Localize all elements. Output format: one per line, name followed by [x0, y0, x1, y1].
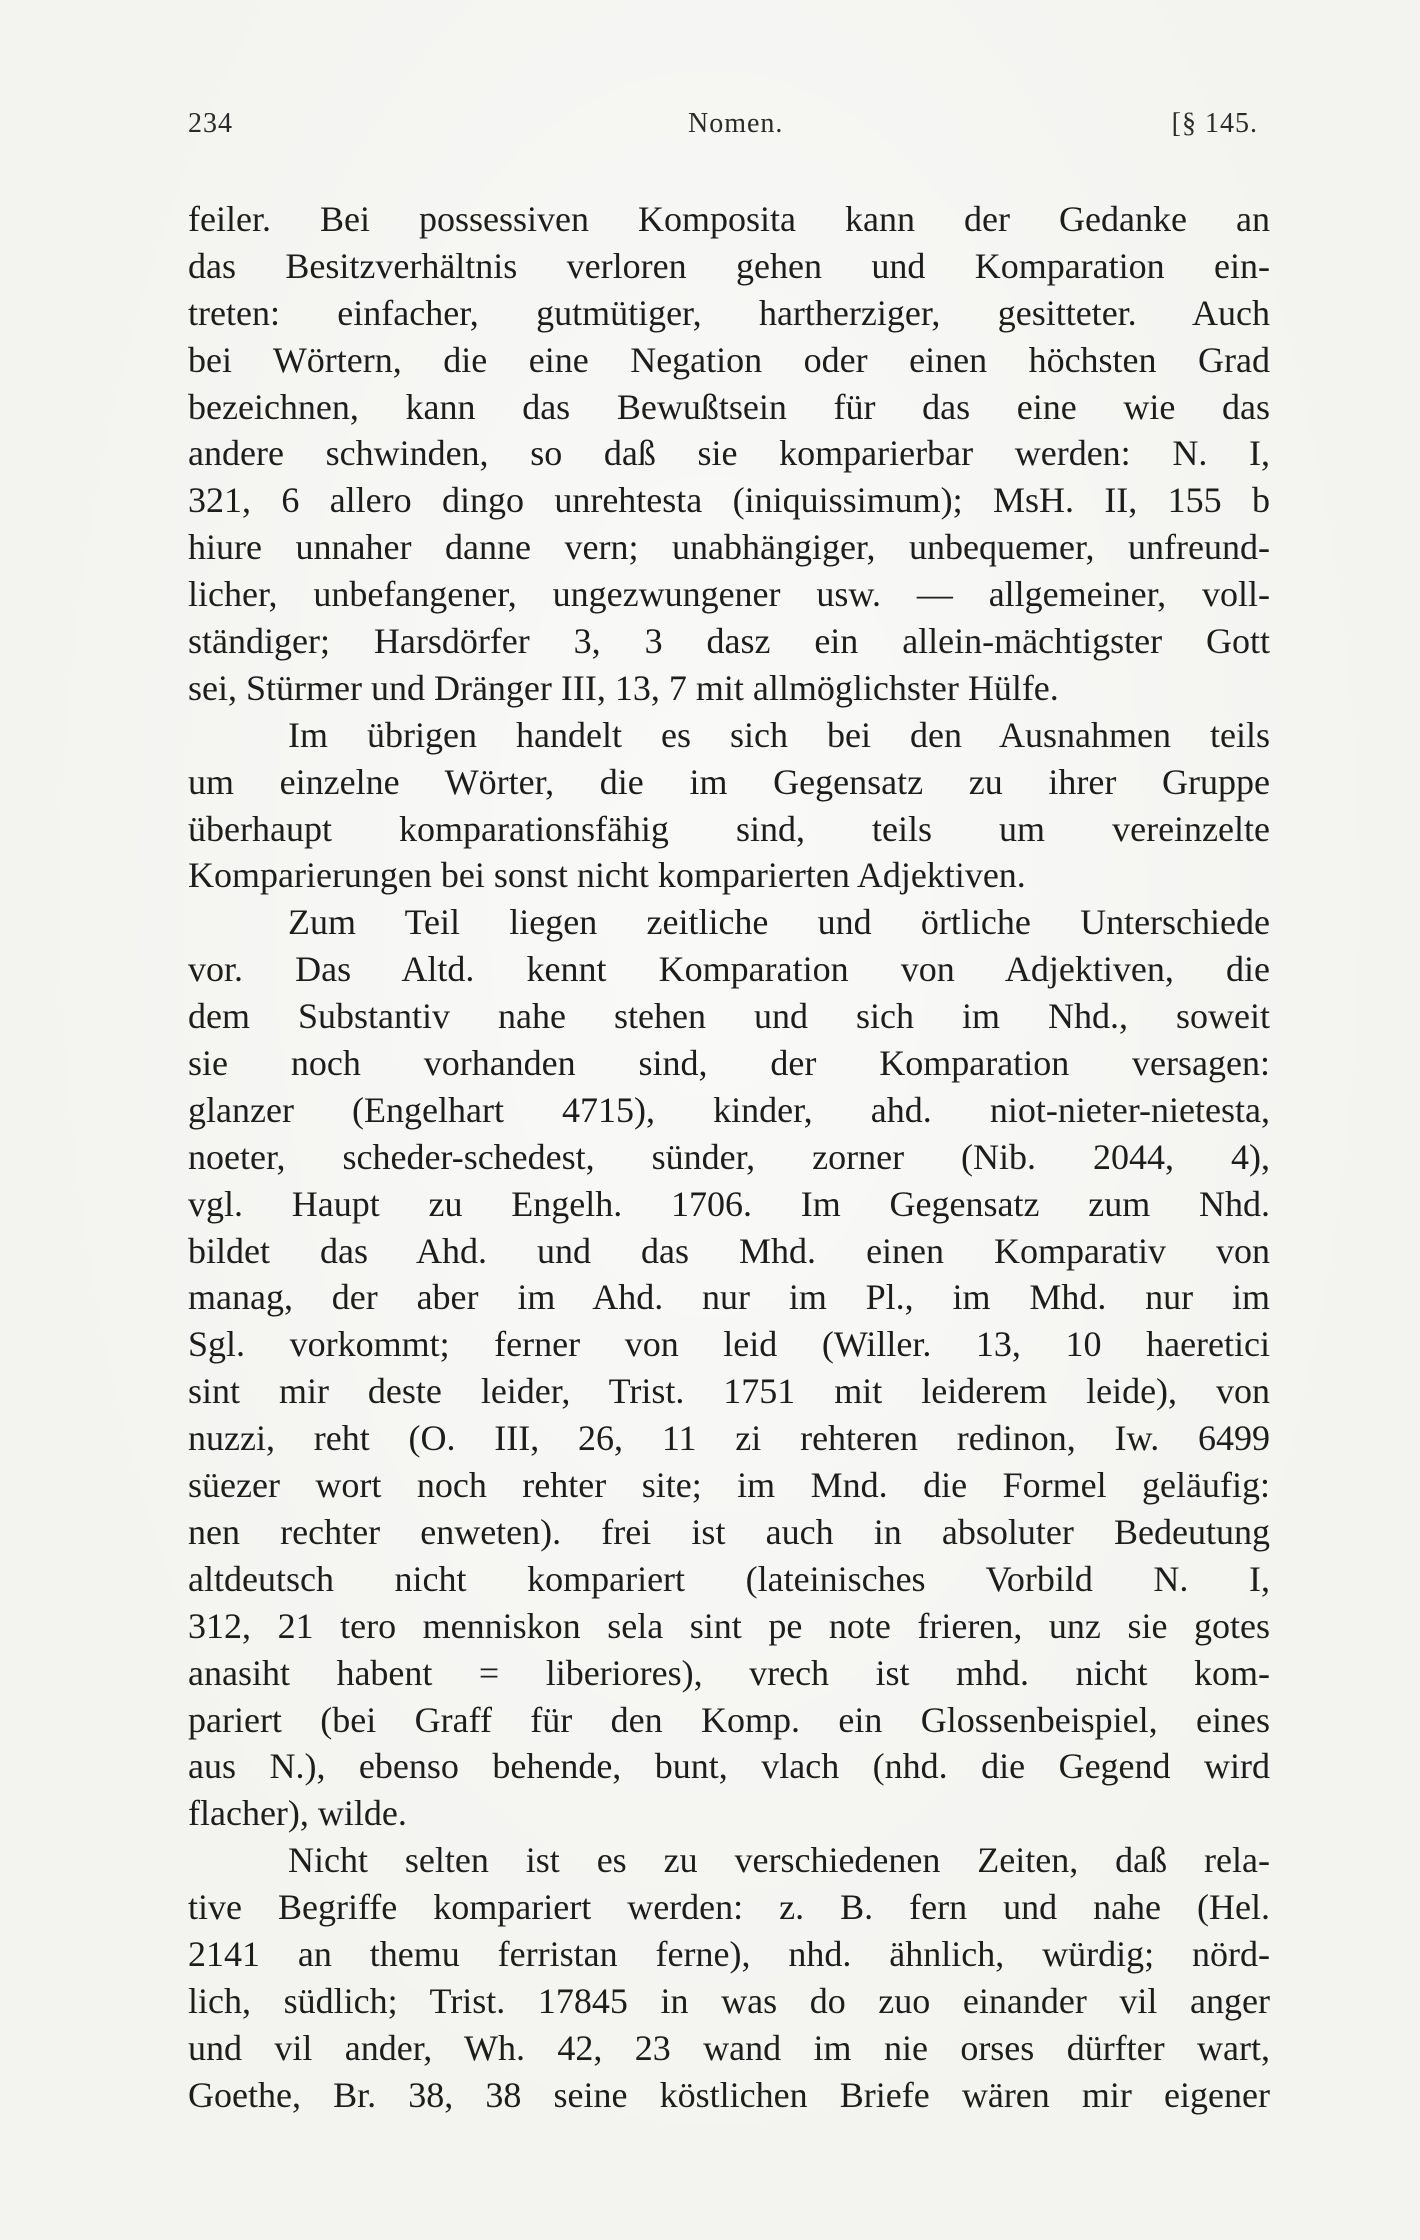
running-title: Nomen. [688, 108, 784, 139]
text-line: dem Substantiv nahe stehen und sich im Nhd., soweit [188, 996, 1270, 1037]
text-line: sie noch vorhanden sind, der Komparation versagen: [188, 1043, 1270, 1084]
text-line: bei Wörtern, die eine Negation oder einen höchsten Grad [188, 339, 1270, 380]
text-line: hiure unnaher danne vern; unabhängiger, unbequemer, unfreund- [188, 527, 1270, 568]
text-line: feiler. Bei possessiven Komposita kann der Gedanke an [188, 199, 1270, 239]
running-header [188, 108, 1258, 148]
text-line: treten: einfacher, gutmütiger, hartherziger, gesitteter. Auch [188, 292, 1270, 333]
text-line: und vil ander, Wh. 42, 23 wand im nie orses dürfter wart, [188, 2027, 1270, 2068]
text-line: licher, unbefangener, ungezwungener usw. — allgemeiner, voll- [188, 574, 1270, 615]
text-line: andere schwinden, so daß sie komparierbar werden: N. I, [188, 433, 1270, 474]
page-number: 234 [188, 108, 233, 139]
text-line: Nicht selten ist es zu verschiedenen Zeiten, daß rela- [288, 1840, 1270, 1881]
text-line: überhaupt komparationsfähig sind, teils um vereinzelte [188, 808, 1270, 849]
text-line: süezer wort noch rehter site; im Mnd. die Formel geläufig: [188, 1465, 1270, 1506]
text-line: vgl. Haupt zu Engelh. 1706. Im Gegensatz zum Nhd. [188, 1183, 1270, 1224]
text-line: Komparierungen bei sonst nicht komparierten Adjektiven. [188, 855, 1026, 896]
text-line: sei, Stürmer und Dränger III, 13, 7 mit allmöglichster Hülfe. [188, 667, 1059, 708]
text-line: 2141 an themu ferristan ferne), nhd. ähnlich, würdig; nörd- [188, 1933, 1270, 1974]
section-marker: [§ 145. [1171, 108, 1258, 139]
text-line: 321, 6 allero dingo unrehtesta (iniquissimum); MsH. II, 155 b [188, 480, 1270, 521]
text-line: nuzzi, reht (O. III, 26, 11 zi rehteren redinon, Iw. 6499 [188, 1418, 1270, 1459]
text-line: Sgl. vorkommt; ferner von leid (Willer. 13, 10 haeretici [188, 1324, 1270, 1365]
text-line: ständiger; Harsdörfer 3, 3 dasz ein allein-mächtigster Gott [188, 621, 1270, 662]
text-line: 312, 21 tero menniskon sela sint pe note frieren, unz sie gotes [188, 1605, 1270, 1646]
text-line: manag, der aber im Ahd. nur im Pl., im Mhd. nur im [188, 1277, 1270, 1318]
text-line: bezeichnen, kann das Bewußtsein für das eine wie das [188, 386, 1270, 427]
text-line: vor. Das Altd. kennt Komparation von Adjektiven, die [188, 949, 1270, 990]
text-line: noeter, scheder-schedest, sünder, zorner (Nib. 2044, 4), [188, 1136, 1270, 1177]
text-line: das Besitzverhältnis verloren gehen und Komparation ein- [188, 245, 1270, 286]
text-line: anasiht habent = liberiores), vrech ist mhd. nicht kom- [188, 1652, 1270, 1693]
text-line: Im übrigen handelt es sich bei den Ausnahmen teils [288, 714, 1270, 755]
text-line: sint mir deste leider, Trist. 1751 mit leiderem leide), von [188, 1371, 1270, 1412]
text-line: um einzelne Wörter, die im Gegensatz zu ihrer Gruppe [188, 761, 1270, 802]
text-line: aus N.), ebenso behende, bunt, vlach (nhd. die Gegend wird [188, 1746, 1270, 1787]
body-text [188, 196, 1270, 2119]
text-line: nen rechter enweten). frei ist auch in absoluter Bedeutung [188, 1511, 1270, 1552]
text-line: Goethe, Br. 38, 38 seine köstlichen Briefe wären mir eigener [188, 2074, 1270, 2115]
text-line: flacher), wilde. [188, 1793, 407, 1834]
text-line: altdeutsch nicht kompariert (lateinisches Vorbild N. I, [188, 1558, 1270, 1599]
text-line: Zum Teil liegen zeitliche und örtliche Unterschiede [288, 902, 1270, 943]
text-line: bildet das Ahd. und das Mhd. einen Komparativ von [188, 1230, 1270, 1271]
text-line: glanzer (Engelhart 4715), kinder, ahd. niot-nieter-nietesta, [188, 1089, 1270, 1130]
text-line: tive Begriffe kompariert werden: z. B. fern und nahe (Hel. [188, 1887, 1270, 1928]
text-line: pariert (bei Graff für den Komp. ein Glossenbeispiel, eines [188, 1699, 1270, 1740]
text-line: lich, südlich; Trist. 17845 in was do zuo einander vil anger [188, 1980, 1270, 2021]
